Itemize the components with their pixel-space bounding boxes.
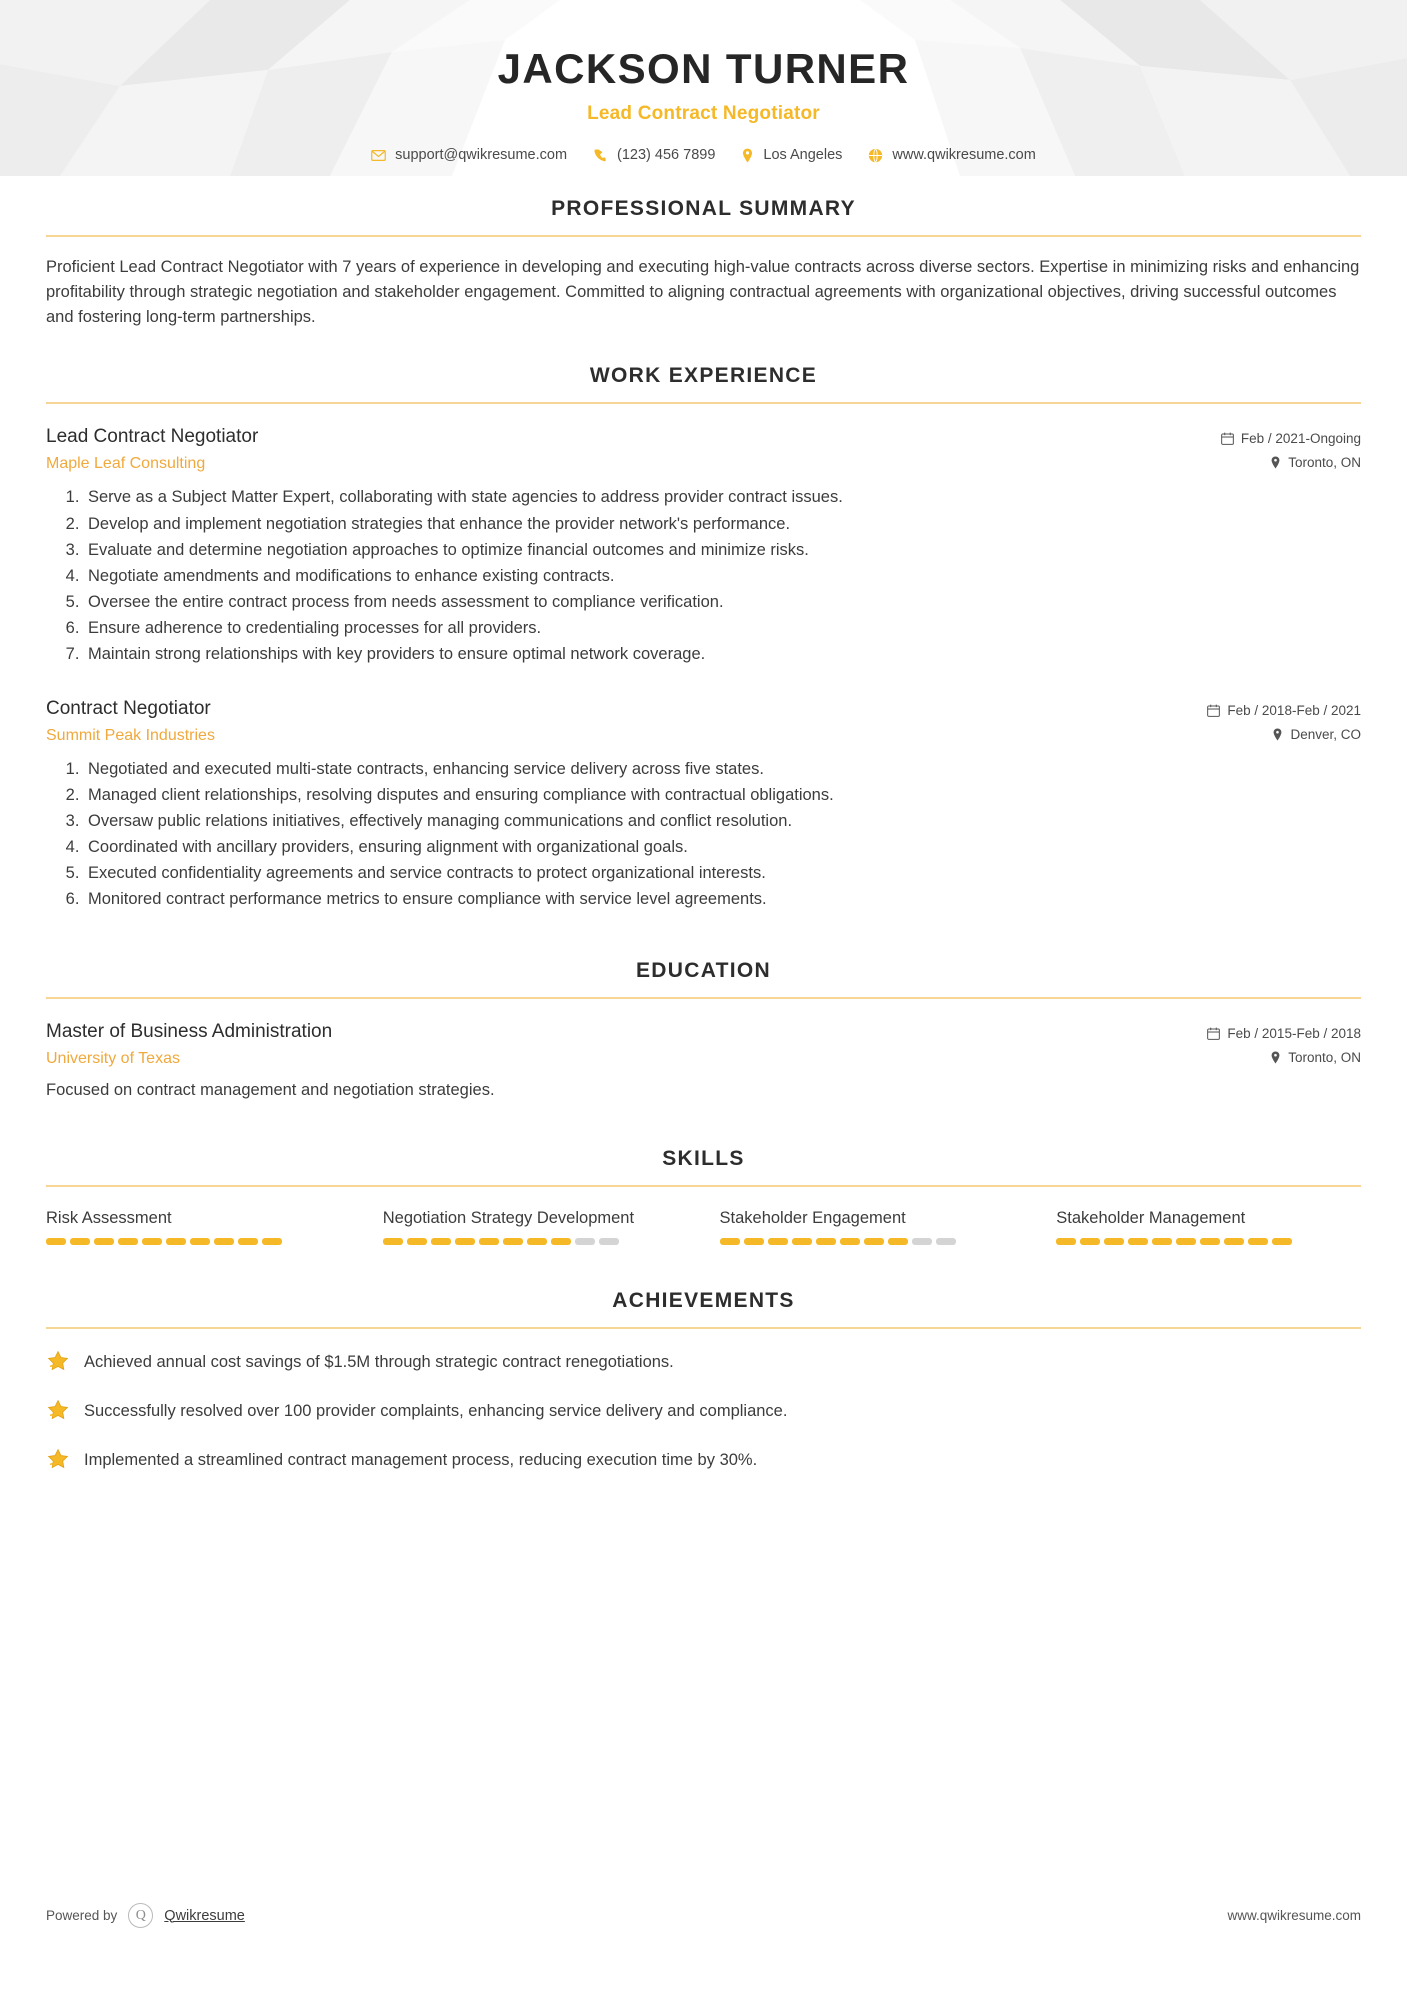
job-bullet: 1. Negotiated and executed multi-state contracts, enhancing service delivery across five states. — [84, 757, 1361, 783]
achievements-list — [46, 1349, 1361, 1476]
summary-text: Proficient Lead Contract Negotiator with 7 years of experience in developing and executing high-value contracts across diverse sectors. Expertise in minimizing risks and enhancing profitability through strategic negotiation and stakeholder engagement. Committed to aligning contractual agreements with organizational objectives, driving successful outcomes and fostering long-term partnerships. — [46, 258, 1360, 327]
section-title: EDUCATION — [636, 959, 771, 983]
section-title: ACHIEVEMENTS — [612, 1289, 795, 1313]
contact-website[interactable] — [868, 147, 1035, 163]
globe-icon — [868, 148, 883, 163]
job-title: Lead Contract Negotiator — [46, 426, 259, 448]
achievement-text: Implemented a streamlined contract management process, reducing execution time by 30%. — [84, 1451, 758, 1470]
achievement-item — [46, 1398, 1361, 1427]
section-achievements — [46, 1289, 1361, 1476]
job-bullet: 6. Ensure adherence to credentialing processes for all providers. — [84, 616, 1361, 642]
company-name: Summit Peak Industries — [46, 726, 215, 744]
section-education — [46, 959, 1361, 1103]
skill-name: Stakeholder Management — [1056, 1209, 1246, 1228]
map-pin-icon — [741, 148, 754, 163]
candidate-name: JACKSON TURNER — [497, 45, 910, 92]
job-bullet: 1. Serve as a Subject Matter Expert, collaborating with state agencies to address provider contract issues. — [84, 485, 1361, 511]
footer-branding — [46, 1903, 245, 1928]
achievement-item — [46, 1349, 1361, 1378]
job-bullet: 4. Negotiate amendments and modifications to enhance existing contracts. — [84, 564, 1361, 590]
brand-link[interactable]: Qwikresume — [164, 1907, 245, 1924]
contact-phone[interactable] — [593, 147, 715, 163]
qwikresume-logo-icon: Q — [128, 1903, 153, 1928]
school-name: University of Texas — [46, 1050, 180, 1068]
job-bullet: 3. Evaluate and determine negotiation approaches to optimize financial outcomes and minimize risks. — [84, 538, 1361, 564]
calendar-icon — [1221, 432, 1234, 445]
envelope-icon — [371, 148, 386, 163]
map-pin-icon — [1272, 728, 1283, 741]
skill-level-dots — [46, 1238, 351, 1245]
contact-email-text: support@qwikresume.com — [395, 147, 568, 164]
skills-grid — [46, 1207, 1361, 1245]
section-divider — [46, 235, 1361, 237]
job-location: Toronto, ON — [1288, 455, 1361, 471]
degree-location: Toronto, ON — [1288, 1050, 1361, 1066]
job-bullets — [46, 485, 1361, 668]
section-work-experience — [46, 364, 1361, 913]
experience-entry — [46, 426, 1361, 668]
achievement-text: Successfully resolved over 100 provider complaints, enhancing service delivery and compliance. — [84, 1402, 788, 1421]
map-pin-icon — [1270, 456, 1281, 469]
company-name: Maple Leaf Consulting — [46, 455, 206, 473]
map-pin-icon — [1270, 1051, 1281, 1064]
job-bullet: 3. Oversaw public relations initiatives, effectively managing communications and conflict resolution. — [84, 809, 1361, 835]
job-title: Contract Negotiator — [46, 697, 211, 719]
degree-description: Focused on contract management and negotiation strategies. — [46, 1081, 495, 1100]
job-bullet: 2. Develop and implement negotiation strategies that enhance the provider network's performance. — [84, 512, 1361, 538]
job-bullets — [46, 757, 1361, 913]
calendar-icon — [1207, 704, 1220, 717]
degree-dates: Feb / 2015-Feb / 2018 — [1227, 1026, 1361, 1042]
contact-bar — [46, 147, 1361, 163]
skill-name: Stakeholder Engagement — [719, 1209, 906, 1228]
skill-name: Negotiation Strategy Development — [382, 1209, 635, 1228]
calendar-icon — [1207, 1027, 1220, 1040]
skill-item — [383, 1207, 688, 1245]
contact-location — [741, 147, 842, 163]
footer-website[interactable]: www.qwikresume.com — [1227, 1908, 1361, 1923]
section-skills — [46, 1147, 1361, 1245]
job-dates: Feb / 2018-Feb / 2021 — [1227, 702, 1361, 718]
contact-phone-text: (123) 456 7899 — [617, 147, 716, 164]
job-bullet: 2. Managed client relationships, resolving disputes and ensuring compliance with contractual obligations. — [84, 783, 1361, 809]
star-icon — [46, 1349, 70, 1378]
entry-meta — [1207, 1021, 1361, 1065]
achievement-item — [46, 1447, 1361, 1476]
skill-name: Risk Assessment — [46, 1209, 172, 1228]
entry-meta — [1207, 698, 1361, 742]
section-professional-summary — [46, 197, 1361, 330]
job-bullet: 4. Coordinated with ancillary providers, ensuring alignment with organizational goals. — [84, 835, 1361, 861]
skill-item — [46, 1207, 351, 1245]
job-bullet: 5. Oversee the entire contract process from needs assessment to compliance verification. — [84, 590, 1361, 616]
job-dates: Feb / 2021-Ongoing — [1240, 431, 1361, 447]
section-title: WORK EXPERIENCE — [589, 364, 818, 388]
education-entry — [46, 1021, 1361, 1103]
star-icon — [46, 1447, 70, 1476]
section-divider — [46, 1185, 1361, 1187]
section-divider — [46, 402, 1361, 404]
contact-location-text: Los Angeles — [763, 147, 843, 164]
skill-item — [1056, 1207, 1361, 1245]
entry-meta — [1221, 426, 1361, 470]
star-icon — [46, 1398, 70, 1427]
job-bullet: 6. Monitored contract performance metrics to ensure compliance with service level agreements. — [84, 887, 1361, 913]
experience-entry — [46, 698, 1361, 913]
powered-by-label: Powered by — [46, 1908, 118, 1923]
candidate-role: Lead Contract Negotiator — [587, 103, 820, 125]
phone-icon — [593, 148, 608, 163]
skill-level-dots — [720, 1238, 1025, 1245]
achievement-text: Achieved annual cost savings of $1.5M through strategic contract renegotiations. — [84, 1353, 674, 1372]
section-title: PROFESSIONAL SUMMARY — [551, 197, 856, 221]
skill-level-dots — [1056, 1238, 1361, 1245]
skill-level-dots — [383, 1238, 688, 1245]
section-divider — [46, 1327, 1361, 1329]
job-location: Denver, CO — [1290, 726, 1361, 742]
job-bullet: 5. Executed confidentiality agreements and service contracts to protect organizational interests. — [84, 861, 1361, 887]
contact-website-text: www.qwikresume.com — [892, 147, 1036, 164]
section-title: SKILLS — [662, 1147, 745, 1171]
job-bullet: 7. Maintain strong relationships with key providers to ensure optimal network coverage. — [84, 642, 1361, 668]
page-footer — [46, 1903, 1361, 1928]
degree-title: Master of Business Administration — [46, 1021, 333, 1043]
skill-item — [720, 1207, 1025, 1245]
contact-email[interactable] — [371, 147, 567, 163]
section-divider — [46, 997, 1361, 999]
